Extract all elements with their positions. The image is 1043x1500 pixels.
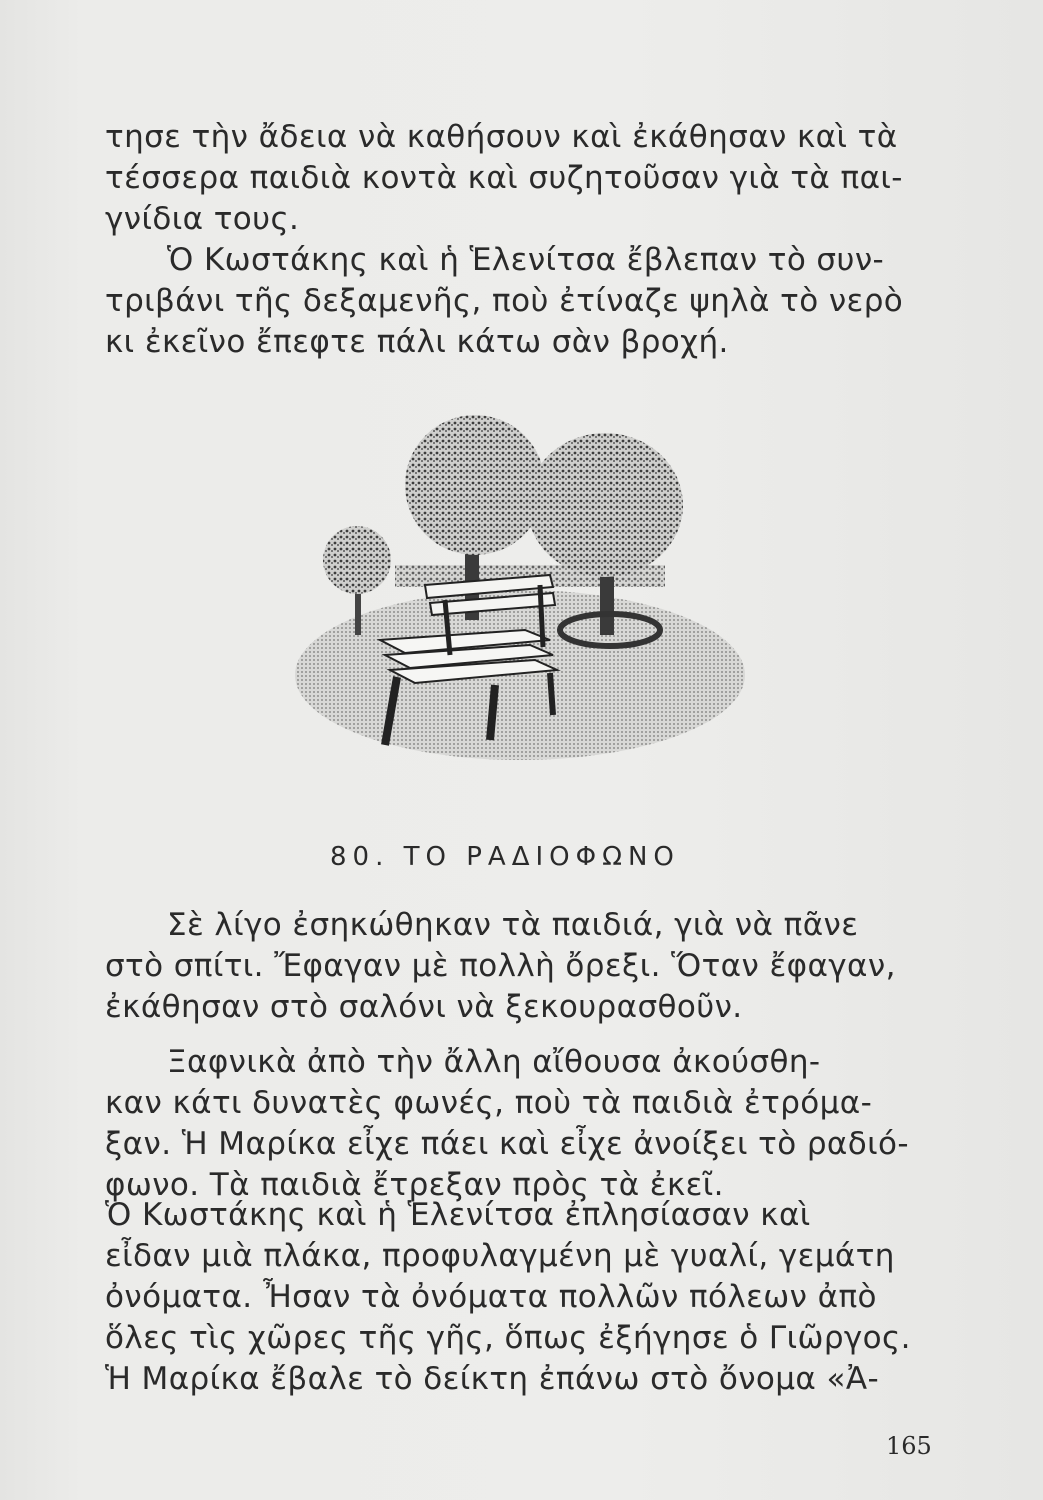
text-line: ἐκάθησαν στὸ σαλόνι νὰ ξεκουρασθοῦν. — [105, 989, 743, 1025]
text-line: γνίδια τους. — [105, 201, 300, 237]
text-line: Ὁ Κωστάκης καὶ ἡ Ἑλενίτσα ἔβλεπαν τὸ συν- — [167, 242, 885, 278]
text-line: φωνο. Τὰ παιδιὰ ἔτρεξαν πρὸς τὰ ἐκεῖ. — [105, 1167, 724, 1203]
ground-patch — [295, 590, 745, 760]
right-tree-crown — [527, 433, 683, 577]
text-line: ὅλες τὶς χῶρες τῆς γῆς, ὅπως ἐξήγησε ὁ Γιῶργος. — [105, 1320, 911, 1356]
left-tree-crown — [405, 415, 545, 555]
chapter-title: ΤΟ ΡΑΔΙΟΦΩΝΟ — [403, 842, 680, 872]
page-number: 165 — [886, 1432, 932, 1460]
text-line: τησε τὴν ἄδεια νὰ καθήσουν καὶ ἐκάθησαν καὶ τὰ — [105, 119, 898, 155]
text-line: Ἡ Μαρίκα ἔβαλε τὸ δείκτη ἐπάνω στὸ ὄνομα «Ἀ- — [105, 1361, 880, 1397]
paragraph-continuation — [105, 117, 940, 240]
text-line: κι ἐκεῖνο ἔπεφτε πάλι κάτω σὰν βροχή. — [105, 324, 729, 360]
chapter-heading — [330, 842, 680, 872]
text-line: Ξαφνικὰ ἀπὸ τὴν ἄλλη αἴθουσα ἀκούσθη- — [167, 1044, 821, 1080]
rose-tree-crown — [323, 526, 391, 594]
text-line: τριβάνι τῆς δεξαμενῆς, ποὺ ἐτίναζε ψηλὰ τὸ νερὸ — [105, 283, 904, 319]
text-line: ξαν. Ἡ Μαρίκα εἶχε πάει καὶ εἶχε ἀνοίξει τὸ ραδιό- — [105, 1126, 909, 1162]
text-line: τέσσερα παιδιὰ κοντὰ καὶ συζητοῦσαν γιὰ τὰ παι- — [105, 160, 903, 196]
park-bench-illustration — [285, 415, 755, 775]
paragraph-voices — [105, 1042, 940, 1206]
text-line: Σὲ λίγο ἐσηκώθηκαν τὰ παιδιά, γιὰ νὰ πᾶνε — [167, 907, 859, 943]
paragraph-radio-dial — [105, 1195, 940, 1400]
paragraph-fountain — [105, 240, 940, 363]
text-line: ὀνόματα. Ἦσαν τὰ ὀνόματα πολλῶν πόλεων ἀπὸ — [105, 1279, 877, 1315]
text-line: στὸ σπίτι. Ἔφαγαν μὲ πολλὴ ὄρεξι. Ὅταν ἔφαγαν, — [105, 948, 896, 984]
text-line: Ὁ Κωστάκης καὶ ἡ Ἑλενίτσα ἐπλησίασαν καὶ — [105, 1197, 811, 1233]
text-line: εἶδαν μιὰ πλάκα, προφυλαγμένη μὲ γυαλί, γεμάτη — [105, 1238, 895, 1274]
chapter-number: 80. — [330, 842, 390, 872]
text-line: καν κάτι δυνατὲς φωνές, ποὺ τὰ παιδιὰ ἐτρόμα- — [105, 1085, 873, 1121]
paragraph-going-home — [105, 905, 940, 1028]
